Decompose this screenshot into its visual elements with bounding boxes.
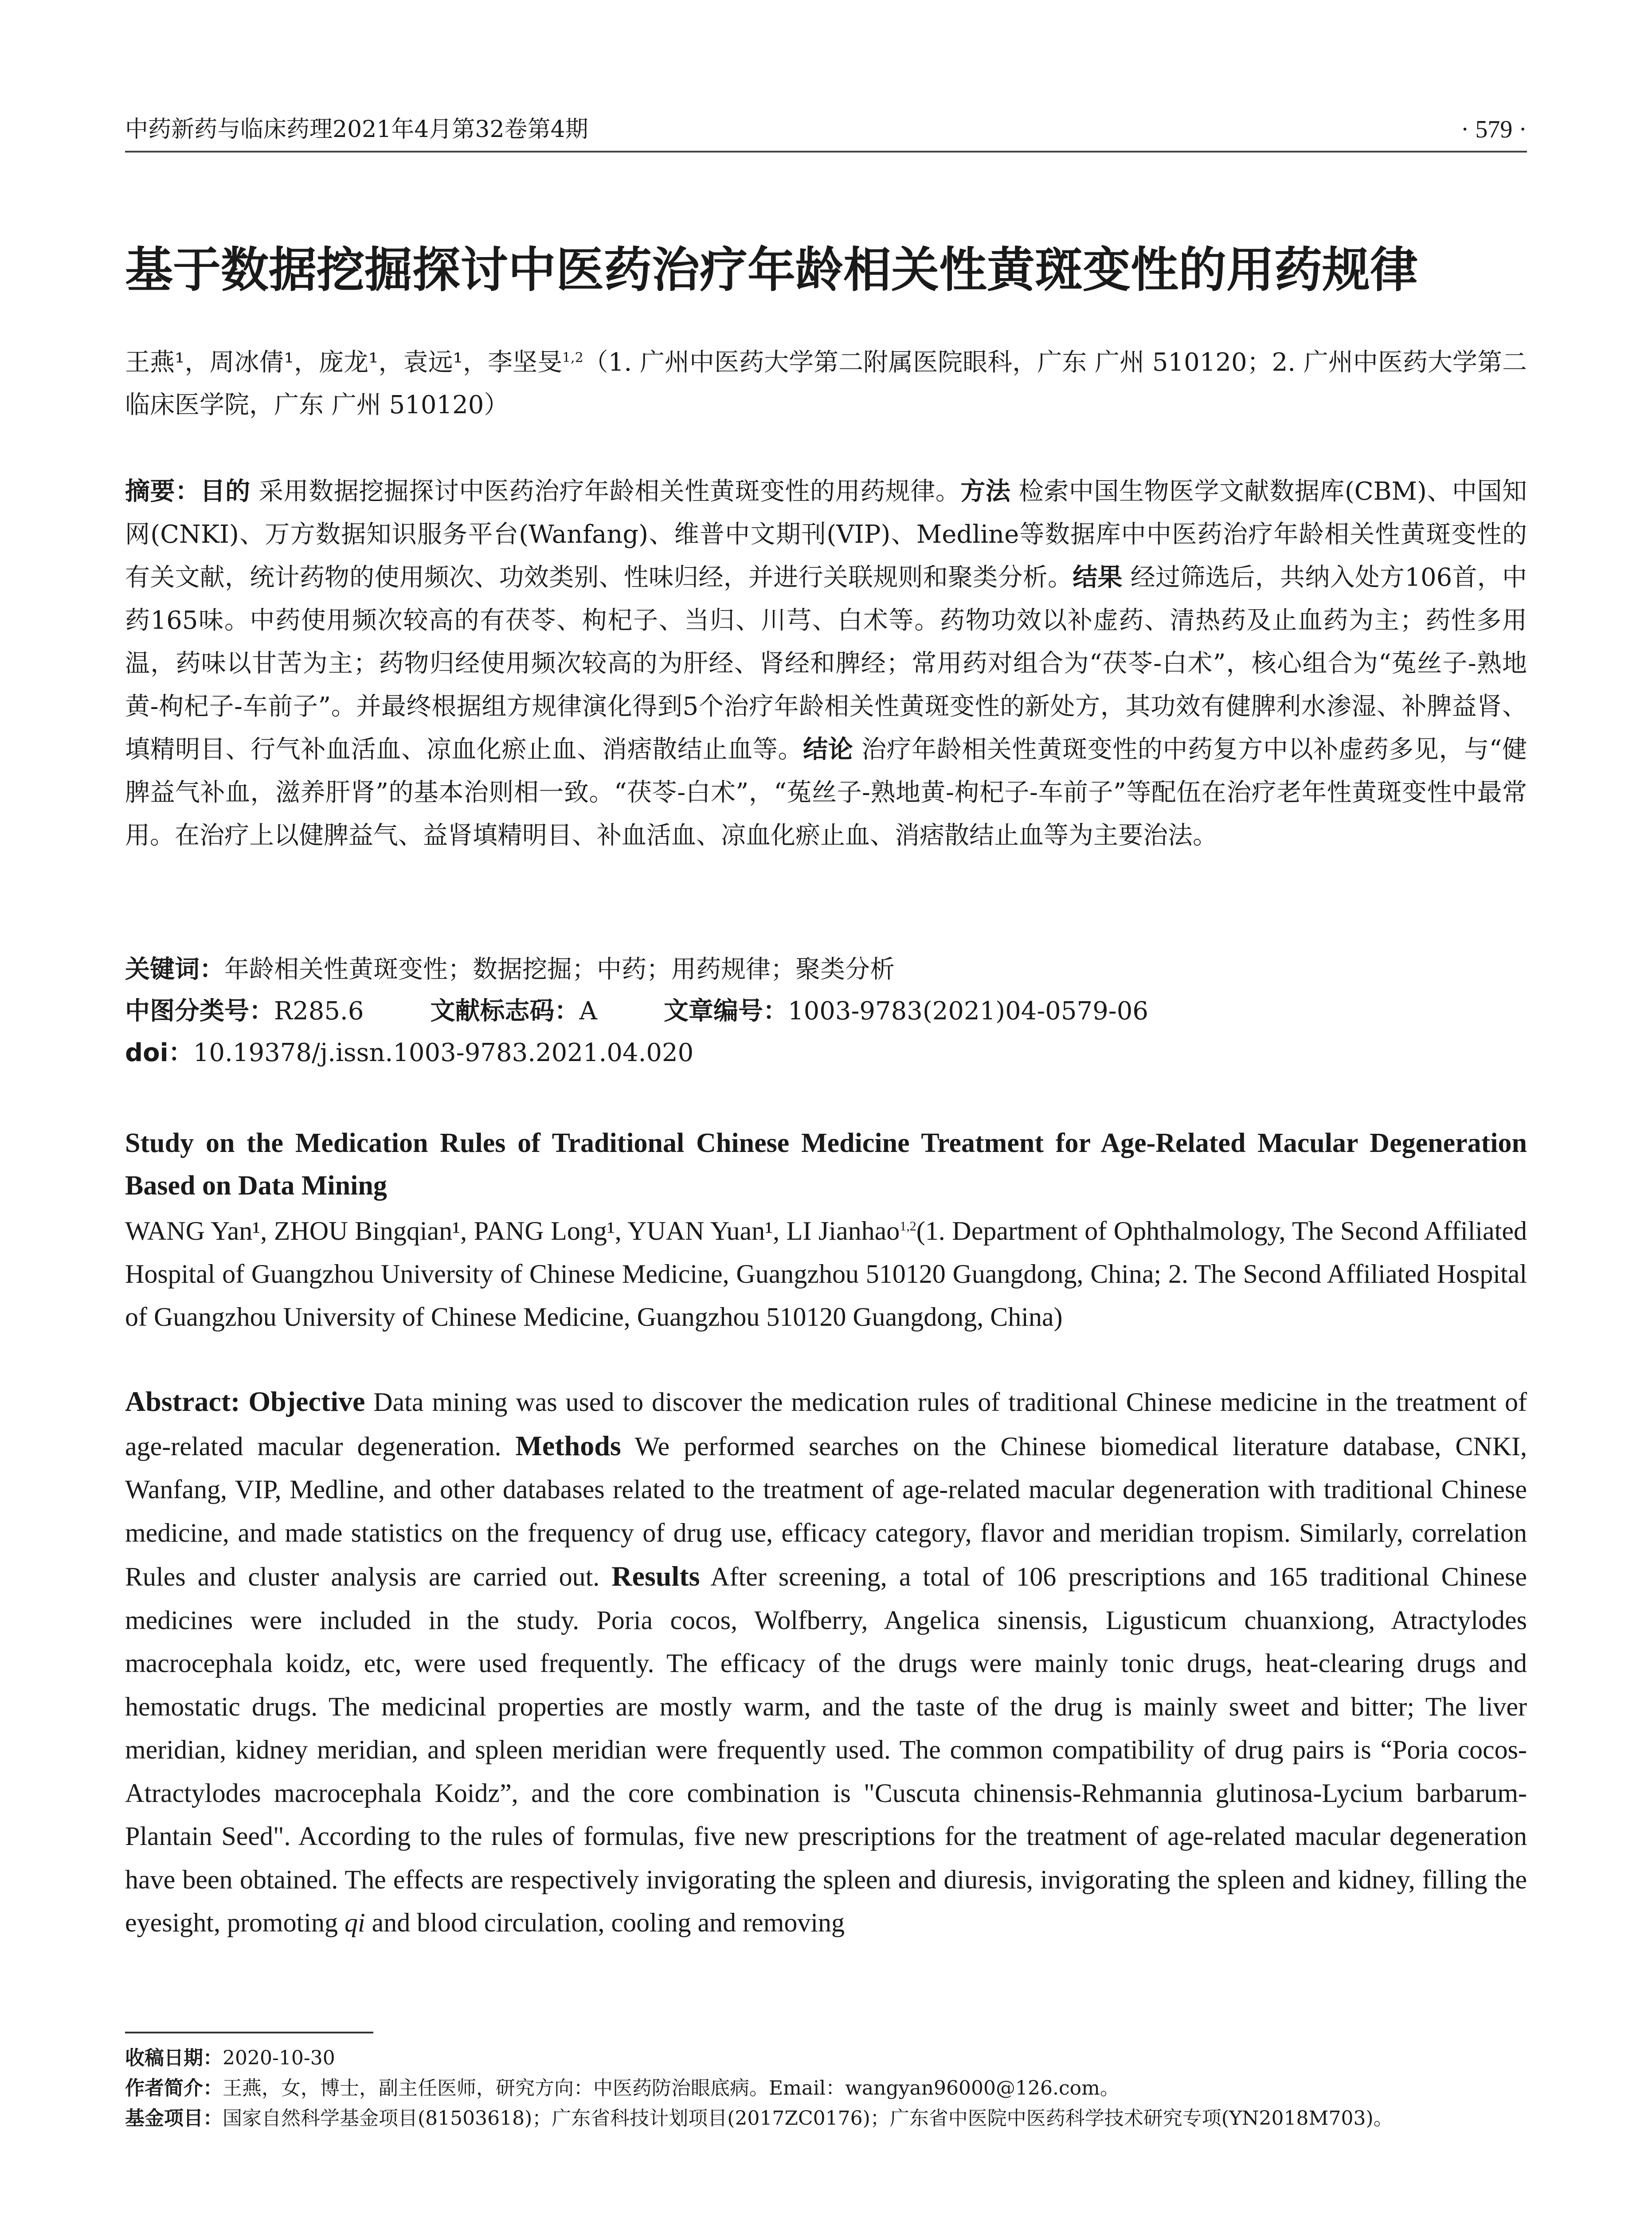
methods-label-en: Methods [515,1430,621,1461]
objective-text-cn: 采用数据挖掘探讨中医药治疗年龄相关性黄斑变性的用药规律。 [258,477,961,506]
article-number-label: 文章编号： [663,997,788,1026]
author-bio-label: 作者简介： [125,2077,223,2099]
footnotes [125,2043,1527,2134]
results-label-cn: 结果 [1073,563,1123,592]
author-bio-note [125,2073,1527,2103]
results-label-en: Results [611,1560,700,1592]
authors-en [125,1210,1527,1339]
funding-text: 国家自然科学基金项目(81503618)；广东省科技计划项目(2017ZC0176)；广东省中医院中医药科学技术研究专项(YN2018M703)。 [223,2107,1393,2130]
abstract-label-cn: 摘要： [125,477,200,506]
doi-line [125,1033,1527,1073]
received-date: 2020-10-30 [223,2047,335,2069]
abstract-label-en: Abstract: [125,1386,240,1417]
keywords-text: 年龄相关性黄斑变性；数据挖掘；中药；用药规律；聚类分析 [224,955,895,984]
article-title-en: Study on the Medication Rules of Traditional Chinese Medicine Treatment for Age-Related Macular Degeneration Based on Data Mining [125,1128,1527,1201]
results-text-cn: 经过筛选后，共纳入处方106首，中药165味。中药使用频次较高的有茯苓、枸杞子、当归、川芎、白术等。药物功效以补虚药、清热药及止血药为主；药性多用温，药味以甘苦为主；药物归经使用频次较高的为肝经、肾经和脾经；常用药对组合为“茯苓-白术”，核心组合为“菟丝子-熟地黄-枸杞子-车前子”。并最终根据组方规律演化得到5个治疗年龄相关性黄斑变性的新处方，其功效有健脾利水渗湿、补脾益肾、填精明目、行气补血活血、凉血化瘀止血、消痞散结止血等。 [125,563,1527,764]
footnote-rule [125,2032,373,2033]
running-header [125,112,1527,147]
clc-value: R285.6 [274,997,364,1026]
funding-note [125,2103,1527,2134]
conclusion-label-cn: 结论 [803,735,853,764]
affiliation-en: (1. Department of Ophthalmology, The Second Affiliated Hospital of Guangzhou University of Chinese Medicine, Guangzhou 510120 Guangdong, China; 2. The Second Affiliated Hospital of Guangzhou University of Chinese Medicine, Guangzhou 510120 Guangdong, China) [125,1216,1527,1332]
keywords-label: 关键词： [125,955,224,984]
methods-label-cn: 方法 [960,477,1011,506]
header-rule [125,151,1527,153]
author-sup-cn: 1,2 [562,350,583,366]
classification-line [125,991,1527,1031]
author-names-cn: 王燕¹，周冰倩¹，庞龙¹，袁远¹，李坚旻 [125,348,563,377]
objective-label-en: Objective [248,1386,365,1417]
author-names-en: WANG Yan¹, ZHOU Bingqian¹, PANG Long¹, YUAN Yuan¹, LI Jianhao [125,1216,900,1246]
article-title-cn: 基于数据挖掘探讨中医药治疗年龄相关性黄斑变性的用药规律 [125,243,1418,298]
clc-label: 中图分类号： [125,997,274,1026]
objective-label-cn: 目的 [200,477,251,506]
methods-text-en: We performed searches on the Chinese biomedical literature database, CNKI, Wanfang, VIP, Medline, and other databases related to the treatment of age-related macular degeneration with traditional Chinese medicine, and made statistics on the frequency of drug use, efficacy category, flavor and meridian tropism. Similarly, correlation Rules and cluster analysis are carried out. [125,1431,1527,1591]
abstract-en [125,1380,1527,1945]
funding-label: 基金项目： [125,2107,223,2130]
page-number: · 579 · [1460,116,1527,143]
keywords-line [125,950,1527,990]
authors-cn [125,341,1527,427]
article-number-value: 1003-9783(2021)04-0579-06 [787,997,1148,1026]
doi-label: doi： [125,1038,193,1067]
methods-text-cn: 检索中国生物医学文献数据库(CBM)、中国知网(CNKI)、万方数据知识服务平台(Wanfang)、维普中文期刊(VIP)、Medline等数据库中中医药治疗年龄相关性黄斑变性的有关文献，统计药物的使用频次、功效类别、性味归经，并进行关联规则和聚类分析。 [125,477,1527,592]
conclusion-text-cn: 治疗年龄相关性黄斑变性的中药复方中以补虚药多见，与“健脾益气补血，滋养肝肾”的基本治则相一致。“茯苓-白术”，“菟丝子-熟地黄-枸杞子-车前子”等配伍在治疗老年性黄斑变性中最常用。在治疗上以健脾益气、益肾填精明目、补血活血、凉血化瘀止血、消痞散结止血等为主要治法。 [125,735,1527,850]
doc-code-value: A [579,997,597,1026]
objective-text-en: Data mining was used to discover the medication rules of traditional Chinese medicine in the treatment of age-related macular degeneration. [125,1387,1527,1461]
abstract-cn [125,470,1527,857]
received-label: 收稿日期： [125,2047,223,2069]
doc-code-label: 文献标志码： [430,997,579,1026]
affiliation-cn: （1. 广州中医药大学第二附属医院眼科，广东 广州 510120；2. 广州中医药大学第二临床医学院，广东 广州 510120） [125,348,1527,419]
qi-term: qi [344,1908,365,1937]
received-date-note [125,2043,1527,2073]
author-bio-text: 王燕，女，博士，副主任医师，研究方向：中医药防治眼底病。Email：wangyan96000@126.com。 [223,2077,1120,2099]
journal-issue: 中药新药与临床药理2021年4月第32卷第4期 [125,116,588,143]
results-text-en-2: and blood circulation, cooling and removing [372,1908,845,1937]
author-sup-en: 1,2 [900,1219,916,1234]
doi-value: 10.19378/j.issn.1003-9783.2021.04.020 [193,1038,694,1067]
results-text-en-1: After screening, a total of 106 prescriptions and 165 traditional Chinese medicines were included in the study. Poria cocos, Wolfberry, Angelica sinensis, Ligusticum chuanxiong, Atractylodes macrocephala koidz, etc, were used frequently. The efficacy of the drugs were mainly tonic drugs, heat-clearing drugs and hemostatic drugs. The medicinal properties are mostly warm, and the taste of the drug is mainly sweet and bitter; The liver meridian, kidney meridian, and spleen meridian were frequently used. The common compatibility of drug pairs is “Poria cocos-Atractylodes macrocephala Koidz”, and the core combination is "Cuscuta chinensis-Rehmannia glutinosa-Lycium barbarum-Plantain Seed". According to the rules of formulas, five new prescriptions for the treatment of age-related macular degeneration have been obtained. The effects are respectively invigorating the spleen and diuresis, invigorating the spleen and kidney, filling the eyesight, promoting [125,1562,1527,1937]
